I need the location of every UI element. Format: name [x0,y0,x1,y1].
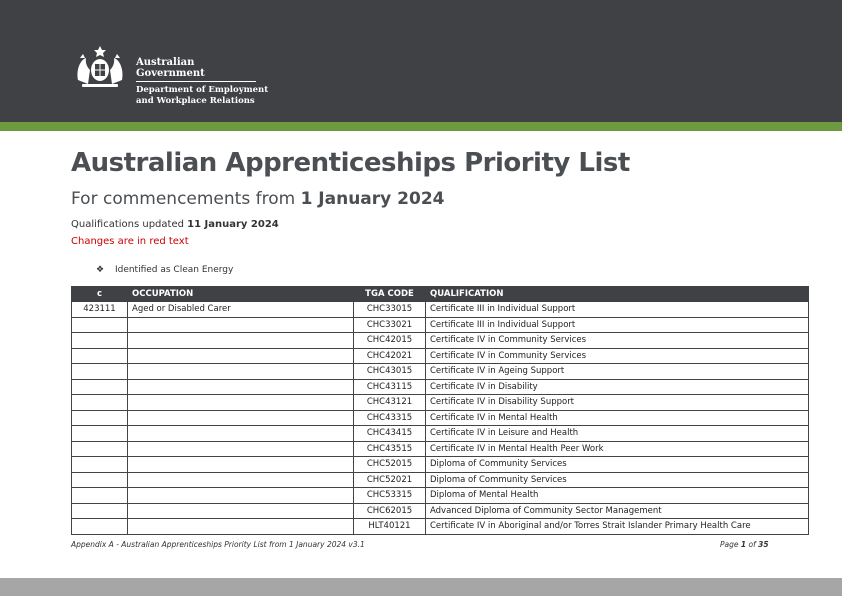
cell-occupation [128,488,354,504]
cell-tga-code: CHC43315 [354,410,426,426]
table-row [72,519,809,535]
cell-qualification: Certificate IV in Community Services [426,333,809,349]
cell-tga-code: CHC52021 [354,472,426,488]
cell-occupation-code [72,441,128,457]
cell-tga-code: CHC43115 [354,379,426,395]
table-row [72,426,809,442]
column-header-occupation: OCCUPATION [128,287,354,302]
cell-qualification: Certificate III in Individual Support [426,302,809,318]
cell-tga-code: CHC53315 [354,488,426,504]
table-row [72,317,809,333]
column-header-code: c [72,287,128,302]
subtitle-prefix: For commencements from [71,189,296,209]
table-row [72,348,809,364]
cell-occupation [128,364,354,380]
table-row [72,488,809,504]
clean-energy-legend [96,265,233,275]
table-row [72,395,809,411]
cell-occupation [128,457,354,473]
cell-tga-code: CHC62015 [354,503,426,519]
government-branding [136,57,268,107]
cell-qualification: Diploma of Community Services [426,472,809,488]
cell-qualification: Certificate IV in Disability [426,379,809,395]
cell-occupation-code [72,395,128,411]
cell-qualification: Certificate IV in Mental Health [426,410,809,426]
cell-occupation-code [72,364,128,380]
cell-occupation-code: 423111 [72,302,128,318]
government-name: Australian Government [136,57,256,82]
page-subtitle [71,189,444,209]
table-row [72,503,809,519]
table-row [72,364,809,380]
footer-bar [0,578,842,596]
cell-qualification: Certificate IV in Ageing Support [426,364,809,380]
cell-occupation-code [72,333,128,349]
cell-occupation-code [72,488,128,504]
cell-occupation [128,472,354,488]
subtitle-date: 1 January 2024 [300,189,445,209]
legend-label: Identified as Clean Energy [114,265,234,275]
cell-occupation-code [72,317,128,333]
cell-tga-code: CHC42015 [354,333,426,349]
cell-qualification: Certificate IV in Disability Support [426,395,809,411]
coat-of-arms-icon [70,44,130,90]
table-row [72,441,809,457]
table-row [72,410,809,426]
updated-prefix: Qualifications updated [71,219,184,230]
cell-qualification: Diploma of Community Services [426,457,809,473]
cell-occupation [128,379,354,395]
cell-tga-code: CHC33015 [354,302,426,318]
table-row [72,379,809,395]
cell-occupation [128,333,354,349]
cell-occupation [128,395,354,411]
table-body [72,302,809,535]
cell-occupation [128,441,354,457]
cell-tga-code: CHC42021 [354,348,426,364]
cell-qualification: Certificate IV in Community Services [426,348,809,364]
cell-qualification: Certificate III in Individual Support [426,317,809,333]
cell-qualification: Certificate IV in Leisure and Health [426,426,809,442]
header-accent-bar [0,122,842,131]
cell-tga-code: HLT40121 [354,519,426,535]
cell-tga-code: CHC43121 [354,395,426,411]
cell-occupation [128,426,354,442]
clean-energy-icon: ❖ [96,265,105,275]
cell-qualification: Certificate IV in Mental Health Peer Work [426,441,809,457]
column-header-tga-code: TGA CODE [354,287,426,302]
cell-occupation [128,503,354,519]
column-header-qualification: QUALIFICATION [426,287,809,302]
cell-qualification: Advanced Diploma of Community Sector Management [426,503,809,519]
table-row [72,472,809,488]
cell-tga-code: CHC43015 [354,364,426,380]
cell-qualification: Diploma of Mental Health [426,488,809,504]
changes-note: Changes are in red text [71,236,189,247]
cell-qualification: Certificate IV in Aboriginal and/or Torres Strait Islander Primary Health Care [426,519,809,535]
cell-tga-code: CHC43515 [354,441,426,457]
cell-occupation-code [72,348,128,364]
footer-document-title: Appendix A - Australian Apprenticeships Priority List from 1 January 2024 v3.1 [71,540,365,549]
table-header-row [72,287,809,302]
table-row [72,457,809,473]
cell-occupation-code [72,410,128,426]
cell-occupation [128,410,354,426]
cell-occupation-code [72,472,128,488]
cell-occupation [128,317,354,333]
cell-tga-code: CHC52015 [354,457,426,473]
footer-page-number: Page 1 of 35 [720,540,769,549]
cell-occupation [128,519,354,535]
page-header [0,0,842,122]
department-name-line1: Department of Employment [136,85,269,95]
cell-occupation-code [72,503,128,519]
qualifications-updated [71,219,279,230]
table-row [72,333,809,349]
cell-occupation-code [72,379,128,395]
cell-occupation-code [72,457,128,473]
cell-occupation: Aged or Disabled Carer [128,302,354,318]
cell-occupation-code [72,426,128,442]
cell-tga-code: CHC33021 [354,317,426,333]
cell-tga-code: CHC43415 [354,426,426,442]
priority-list-table [71,286,809,535]
updated-date: 11 January 2024 [187,219,279,230]
table-row [72,302,809,318]
department-name-line2: and Workplace Relations [136,96,255,106]
page-title: Australian Apprenticeships Priority List [71,148,630,178]
cell-occupation-code [72,519,128,535]
cell-occupation [128,348,354,364]
